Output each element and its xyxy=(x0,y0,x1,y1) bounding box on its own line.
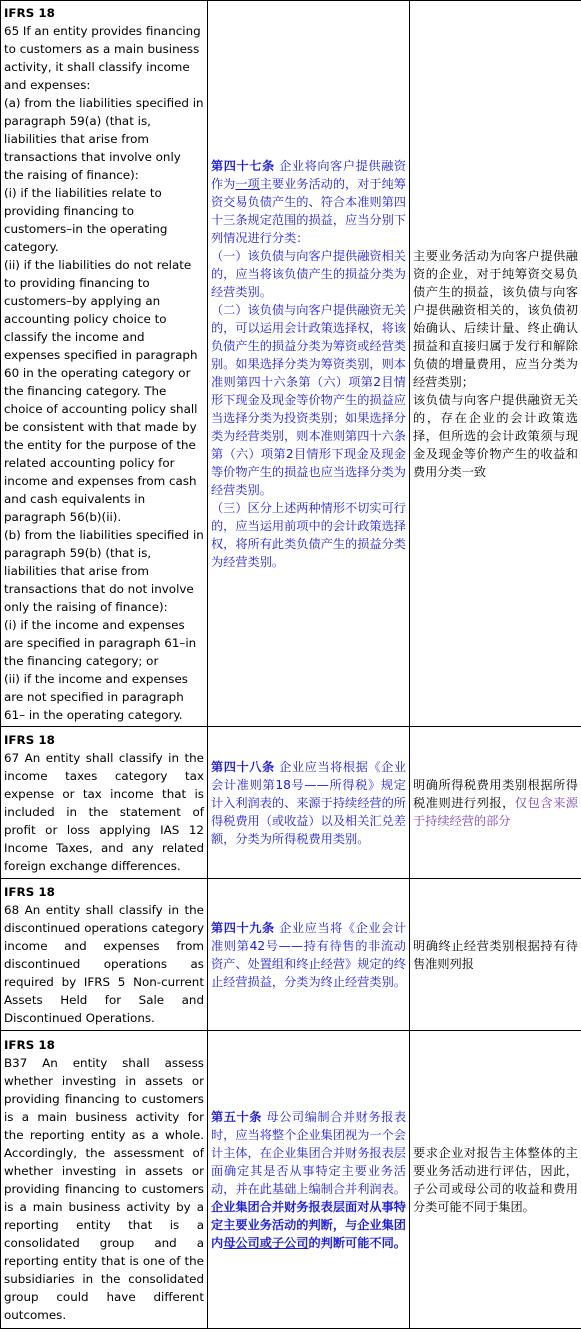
ifrs-cell xyxy=(1,727,208,879)
note-highlight: 仅包含来源于持续经营的部分 xyxy=(413,795,578,828)
ifrs-heading: IFRS 18 xyxy=(4,5,55,20)
ifrs-heading: IFRS 18 xyxy=(4,1037,55,1052)
table-row-67 xyxy=(1,727,581,879)
cn-article-number: 第四十九条 xyxy=(211,920,275,935)
note-line: 该负债与向客户提供融资无关的，存在企业的会计政策选择，但所选的会计政策须与现金及现金等价物产生的收益和费用分类一致 xyxy=(413,392,578,479)
table-row-65 xyxy=(1,1,581,727)
cn-standard-cell xyxy=(208,727,410,879)
ifrs-line: (i) if the liabilities relate to providing financing to customers–in the operating category. xyxy=(4,185,168,254)
table-row-68 xyxy=(1,879,581,1031)
note-text: 明确终止经营类别根据持有待售准则列报 xyxy=(413,938,578,971)
cn-item: （二）该负债与向客户提供融资无关的，可以运用会计政策选择权，将该负债产生的损益分类为筹资或经营类别。如果选择分类为筹资类别，则本准则第四十六条第（六）项第2目情形下现金及现金等价物产生的损益应当选择分类为投资类别；如果选择分类为经营类别，则本准则第四十六条第（六）项第2目情形下现金及现金等价物产生的损益也应当选择分类为经营类别。 xyxy=(211,302,406,497)
ifrs-text: 68 An entity shall classify in the discontinued operations category income and expenses from discontinued operations as required by IFRS 5 Non-current Assets Held for Sale and Discontinued Operations. xyxy=(4,902,204,1025)
cn-bold-text: 企业集团合并财务报表层面对从事特定主要业务活动的判断，与企业集团内 xyxy=(211,1199,406,1250)
cn-standard-cell xyxy=(208,879,410,1031)
cn-bold-end: 的判断可能不同。 xyxy=(308,1235,406,1250)
ifrs-cell xyxy=(1,1,208,727)
ifrs-line: (ii) if the liabilities do not relate to providing financing to customers–by applying an accounting policy choice to classify the income and expenses specified in paragraph 60 in the operating category or the financing category. The choice of accounting policy shall be consistent with that made by the entity for the purpose of the related accounting policy for income and expenses from cash and cash equivalents in paragraph 56(b)(ii). xyxy=(4,257,198,524)
cn-text: 企业应当将根据《企业会计准则第18号——所得税》规定计入利润表的、来源于持续经营的所得税费用（或收益）以及相关汇兑差额，分类为所得税费用类别。 xyxy=(211,759,407,846)
ifrs-line: 65 If an entity provides financing to customers as a main business activity, it shall classify income and expenses: xyxy=(4,23,201,92)
note-cell xyxy=(410,727,581,879)
ifrs-line: (i) if the income and expenses are specified in paragraph 61–in the financing category; or xyxy=(4,617,197,668)
table-row-b37 xyxy=(1,1031,581,1329)
cn-article-number: 第五十条 xyxy=(211,1109,262,1124)
cn-standard-cell xyxy=(208,1,410,727)
cn-item: （一）该负债与向客户提供融资相关的，应当将该负债产生的损益分类为经营类别。 xyxy=(211,248,406,299)
ifrs-heading: IFRS 18 xyxy=(4,884,55,899)
cn-intro: 第四十七条 企业将向客户提供融资作为一项主要业务活动的，对于纯筹资交易负债产生的、符合本准则第四十三条规定范围的损益，应当分别下列情况进行分类： xyxy=(211,158,407,245)
ifrs-text: 67 An entity shall classify in the income taxes category tax expense or tax income that is included in the statement of profit or loss applying IAS 12 Income Taxes, and any related foreign exchange differences. xyxy=(4,750,204,873)
cn-text: 母公司编制合并财务报表时，应当将整个企业集团视为一个会计主体，在企业集团合并财务报表层面确定其是否从事特定主要业务活动，并在此基础上编制合并利润表。 xyxy=(211,1109,407,1196)
cn-text: 企业应当将《企业会计准则第42号——持有待售的非流动资产、处置组和终止经营》规定的终止经营损益，分类为终止经营类别。 xyxy=(211,920,407,989)
note-text: 明确所得税费用类别根据所得税准则进行列报， xyxy=(413,777,578,810)
ifrs-line: (a) from the liabilities specified in paragraph 59(a) (that is, liabilities that arise from transactions that involve only the raising of finance): xyxy=(4,95,204,182)
note-line: 主要业务活动为向客户提供融资的企业，对于纯筹资交易负债产生的损益，该负债与向客户提供融资相关的，该负债初始确认、后续计量、终止确认损益和直接归属于发行和解除负债的增量费用，应当分类为经营类别； xyxy=(413,248,578,389)
ifrs-cell xyxy=(1,879,208,1031)
note-cell xyxy=(410,879,581,1031)
cn-bold-underlined: 母公司或子公司 xyxy=(223,1235,309,1250)
note-cell xyxy=(410,1,581,727)
cn-article-number: 第四十八条 xyxy=(211,759,275,774)
cn-item: （三）区分上述两种情形不切实可行的，应当运用前项中的会计政策选择权，将所有此类负债产生的损益分类为经营类别。 xyxy=(211,500,406,569)
ifrs-cell xyxy=(1,1031,208,1329)
cn-standard-cell xyxy=(208,1031,410,1329)
ifrs-line: (ii) if the income and expenses are not specified in paragraph 61– in the operating category. xyxy=(4,671,188,722)
note-cell xyxy=(410,1031,581,1329)
cn-article-number: 第四十七条 xyxy=(211,158,275,173)
ifrs-text: B37 An entity shall assess whether investing in assets or providing financing to customers is a main business activity for the reporting entity as a whole. Accordingly, the assessment of whether investing in assets or providing financing to customers is a main business activity by a reporting entity that is a consolidated group and a reporting entity that is one of the subsidiaries in the consolidated group could have different outcomes. xyxy=(4,1055,204,1322)
ifrs-heading: IFRS 18 xyxy=(4,732,55,747)
ifrs-line: (b) from the liabilities specified in paragraph 59(b) (that is, liabilities that arise from transactions that do not involve only the raising of finance): xyxy=(4,527,204,614)
note-text: 要求企业对报告主体整体的主要业务活动进行评估，因此，子公司或母公司的收益和费用分类可能不同于集团。 xyxy=(413,1145,578,1214)
